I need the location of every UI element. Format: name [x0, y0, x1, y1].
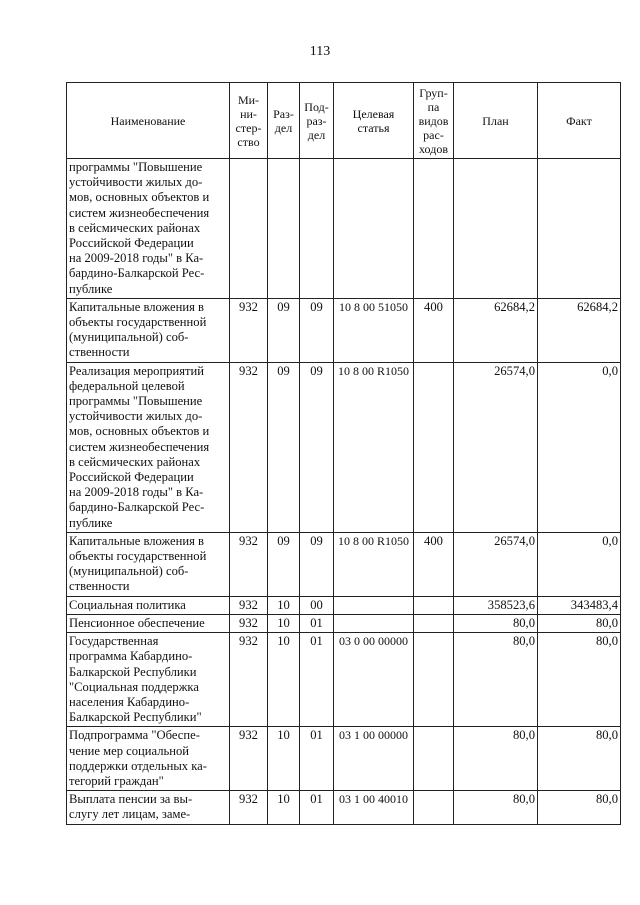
cell-fact: 80,0 [538, 727, 621, 791]
cell-name: Реализация мероприятий федеральной целевой программы "Повышение устойчивости жилых до- мов, основных объектов и систем жизнеобеспечения в сейсмических районах Российской Федерации на 2009-2018 годы" в Ка- бардино-Балкарской Рес- публике [67, 362, 230, 532]
table-row [67, 614, 621, 632]
table-row [67, 362, 621, 532]
cell-name: программы "Повышение устойчивости жилых до- мов, основных объектов и систем жизнеобеспечения в сейсмических районах Российской Федерации на 2009-2018 годы" в Ка- бардино-Балкарской Рес- публике [67, 159, 230, 299]
cell-target [334, 159, 414, 299]
cell-section: 09 [268, 298, 300, 362]
cell-ministry: 932 [230, 362, 268, 532]
table-body [67, 159, 621, 825]
cell-fact [538, 159, 621, 299]
cell-name: Капитальные вложения в объекты государственной (муниципальной) соб- ственности [67, 532, 230, 596]
cell-target: 10 8 00 R1050 [334, 362, 414, 532]
cell-name: Социальная политика [67, 596, 230, 614]
cell-group [414, 791, 454, 824]
cell-group: 400 [414, 298, 454, 362]
cell-subsection: 01 [300, 633, 334, 727]
budget-table [66, 82, 621, 825]
cell-section: 10 [268, 791, 300, 824]
cell-fact: 80,0 [538, 633, 621, 727]
cell-plan: 80,0 [454, 614, 538, 632]
table-row [67, 298, 621, 362]
cell-section: 10 [268, 596, 300, 614]
cell-ministry: 932 [230, 596, 268, 614]
table-row [67, 596, 621, 614]
cell-group [414, 614, 454, 632]
cell-name: Подпрограмма "Обеспе- чение мер социальной поддержки отдельных ка- тегорий граждан" [67, 727, 230, 791]
cell-section: 10 [268, 727, 300, 791]
cell-ministry: 932 [230, 727, 268, 791]
table-row [67, 791, 621, 824]
cell-section: 10 [268, 633, 300, 727]
table-row [67, 633, 621, 727]
cell-group: 400 [414, 532, 454, 596]
cell-fact: 343483,4 [538, 596, 621, 614]
cell-plan: 62684,2 [454, 298, 538, 362]
cell-subsection: 09 [300, 298, 334, 362]
cell-subsection: 00 [300, 596, 334, 614]
table-row [67, 727, 621, 791]
cell-subsection: 09 [300, 362, 334, 532]
cell-target [334, 596, 414, 614]
cell-plan: 80,0 [454, 791, 538, 824]
cell-name: Капитальные вложения в объекты государственной (муниципальной) соб- ственности [67, 298, 230, 362]
page-number: 113 [309, 44, 331, 59]
cell-ministry [230, 159, 268, 299]
cell-subsection: 01 [300, 727, 334, 791]
table-row [67, 532, 621, 596]
cell-section [268, 159, 300, 299]
cell-group [414, 727, 454, 791]
header-fact: Факт [538, 83, 621, 159]
cell-plan [454, 159, 538, 299]
cell-fact: 62684,2 [538, 298, 621, 362]
cell-group [414, 596, 454, 614]
header-plan: План [454, 83, 538, 159]
cell-section: 09 [268, 532, 300, 596]
header-ministry: Ми- ни- стер- ство [230, 83, 268, 159]
cell-fact: 0,0 [538, 532, 621, 596]
header-section: Раз- дел [268, 83, 300, 159]
cell-target [334, 614, 414, 632]
cell-plan: 26574,0 [454, 362, 538, 532]
cell-name: Пенсионное обеспечение [67, 614, 230, 632]
cell-ministry: 932 [230, 298, 268, 362]
cell-target: 03 1 00 00000 [334, 727, 414, 791]
cell-fact: 80,0 [538, 791, 621, 824]
cell-plan: 26574,0 [454, 532, 538, 596]
cell-ministry: 932 [230, 614, 268, 632]
cell-name: Выплата пенсии за вы- слугу лет лицам, заме- [67, 791, 230, 824]
cell-plan: 358523,6 [454, 596, 538, 614]
table-row [67, 159, 621, 299]
cell-target: 03 1 00 40010 [334, 791, 414, 824]
cell-fact: 0,0 [538, 362, 621, 532]
cell-subsection: 09 [300, 532, 334, 596]
cell-ministry: 932 [230, 633, 268, 727]
header-name: Наименование [67, 83, 230, 159]
cell-subsection: 01 [300, 614, 334, 632]
cell-ministry: 932 [230, 532, 268, 596]
cell-target: 10 8 00 51050 [334, 298, 414, 362]
cell-section: 09 [268, 362, 300, 532]
header-group: Груп- па видов рас- ходов [414, 83, 454, 159]
cell-target: 03 0 00 00000 [334, 633, 414, 727]
cell-plan: 80,0 [454, 727, 538, 791]
cell-name: Государственная программа Кабардино- Балкарской Республики "Социальная поддержка населения Кабардино- Балкарской Республики" [67, 633, 230, 727]
cell-fact: 80,0 [538, 614, 621, 632]
header-subsection: Под- раз- дел [300, 83, 334, 159]
header-target: Целевая статья [334, 83, 414, 159]
cell-section: 10 [268, 614, 300, 632]
cell-group [414, 159, 454, 299]
cell-subsection [300, 159, 334, 299]
cell-ministry: 932 [230, 791, 268, 824]
cell-subsection: 01 [300, 791, 334, 824]
header-row [67, 83, 621, 159]
cell-plan: 80,0 [454, 633, 538, 727]
cell-target: 10 8 00 R1050 [334, 532, 414, 596]
cell-group [414, 633, 454, 727]
cell-group [414, 362, 454, 532]
